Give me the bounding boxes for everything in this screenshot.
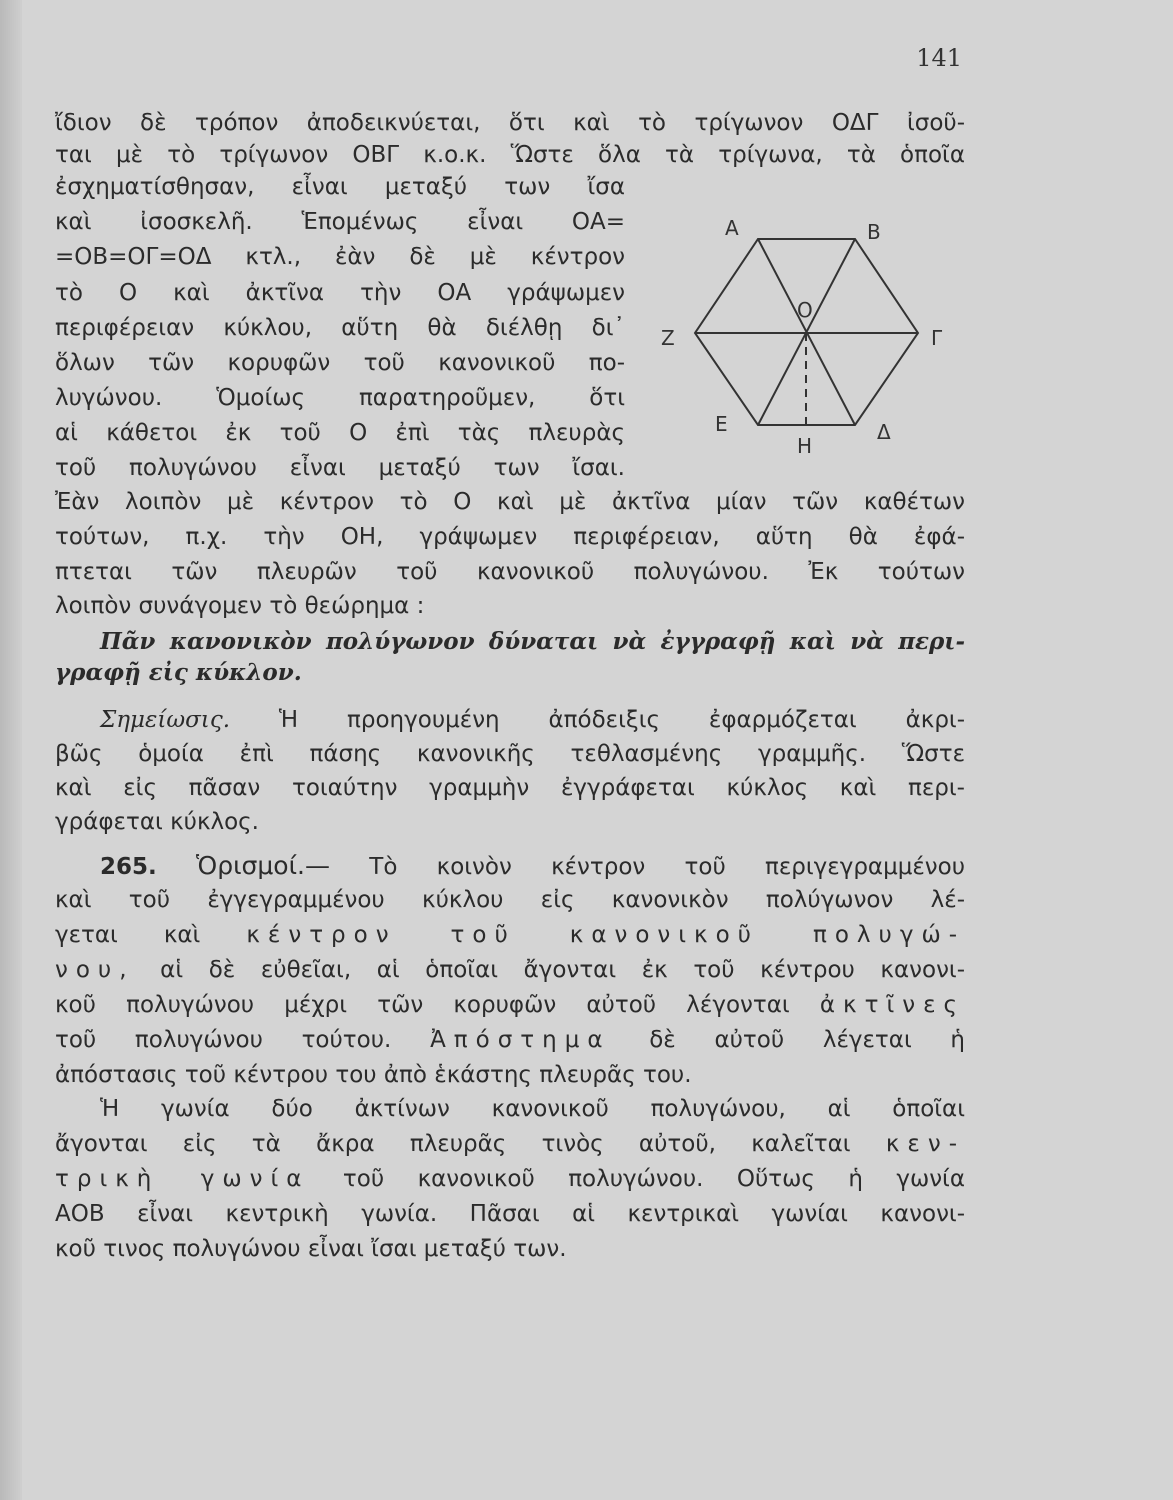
text-line: Ἡ γωνία δύο ἀκτίνων κανονικοῦ πολυγώνου, αἱ ὁποῖαι bbox=[100, 1096, 965, 1122]
text-line: τοῦ πολυγώνου τούτου. Ἀπόστημα δὲ αὐτοῦ λέγεται ἡ bbox=[55, 1027, 966, 1053]
label-A: Α bbox=[725, 216, 739, 240]
section-title: Ὁρισμοί.— bbox=[196, 851, 330, 880]
label-G: Γ bbox=[931, 326, 943, 350]
text-line: πτεται τῶν πλευρῶν τοῦ κανονικοῦ πολυγώνου. Ἐκ τούτων bbox=[55, 559, 965, 585]
term-central-angle: κεν- bbox=[885, 1131, 965, 1157]
label-B: Β bbox=[867, 220, 881, 244]
remark-label: Σημείωσις. bbox=[100, 707, 231, 733]
text-line: ὅλων τῶν κορυφῶν τοῦ κανονικοῦ πο- bbox=[55, 350, 625, 376]
text-line: τρικὴ γωνία τοῦ κανονικοῦ πολυγώνου. Οὕτως ἡ γωνία bbox=[55, 1166, 965, 1192]
term-center: κέντρον τοῦ κανονικοῦ πολυγώ- bbox=[246, 922, 966, 948]
term-central-angle: τρικὴ γωνία bbox=[55, 1166, 310, 1192]
text-line: ΑΟΒ εἶναι κεντρικὴ γωνία. Πᾶσαι αἱ κεντρικαὶ γωνίαι κανονι- bbox=[55, 1201, 965, 1227]
text-line: =ΟΒ=ΟΓ=ΟΔ κτλ., ἐὰν δὲ μὲ κέντρον bbox=[55, 244, 625, 270]
hexagon-figure bbox=[655, 205, 955, 460]
text-line: τοῦ πολυγώνου εἶναι μεταξύ των ἴσαι. bbox=[55, 455, 625, 481]
label-Z: Ζ bbox=[661, 326, 675, 350]
text-line: ἴδιον δὲ τρόπον ἀποδεικνύεται, ὅτι καὶ τὸ τρίγωνον ΟΔΓ ἰσοῦ- bbox=[55, 110, 965, 136]
text-line: τὸ Ο καὶ ἀκτῖνα τὴν ΟΑ γράψωμεν bbox=[55, 280, 625, 306]
text-line: κοῦ πολυγώνου μέχρι τῶν κορυφῶν αὐτοῦ λέγονται ἀκτῖνες bbox=[55, 992, 966, 1018]
section-heading-line: 265. Ὁρισμοί.— Τὸ κοινὸν κέντρον τοῦ περιγεγραμμένου bbox=[100, 851, 966, 880]
text-line: Ἐὰν λοιπὸν μὲ κέντρον τὸ Ο καὶ μὲ ἀκτῖνα μίαν τῶν καθέτων bbox=[55, 489, 965, 515]
text-line: νου, αἱ δὲ εὐθεῖαι, αἱ ὁποῖαι ἄγονται ἐκ τοῦ κέντρου κανονι- bbox=[55, 957, 966, 983]
text-line: γεται καὶ κέντρον τοῦ κανονικοῦ πολυγώ- bbox=[55, 922, 966, 948]
label-H: Η bbox=[797, 434, 813, 458]
text-line: κοῦ τινος πολυγώνου εἶναι ἴσαι μεταξύ των. bbox=[55, 1236, 567, 1262]
remark-first-line: Σημείωσις. Ἡ προηγουμένη ἀπόδειξις ἐφαρμόζεται ἀκρι- bbox=[100, 707, 965, 733]
text-line: ται μὲ τὸ τρίγωνον ΟΒΓ κ.ο.κ. Ὥστε ὅλα τὰ τρίγωνα, τὰ ὁποῖα bbox=[55, 142, 965, 168]
label-E: Ε bbox=[715, 412, 728, 436]
page-binding-edge bbox=[0, 0, 22, 1500]
text-line: καὶ τοῦ ἐγγεγραμμένου κύκλου εἰς κανονικὸν πολύγωνον λέ- bbox=[55, 887, 965, 913]
text-line: γράφεται κύκλος. bbox=[55, 809, 259, 835]
text-line: ἐσχηματίσθησαν, εἶναι μεταξύ των ἴσα bbox=[55, 174, 625, 200]
theorem-line: γραφῇ εἰς κύκλον. bbox=[55, 659, 302, 686]
term-radii: ἀκτῖνες bbox=[819, 992, 966, 1018]
label-D: Δ bbox=[877, 420, 891, 444]
text-line: ἀπόστασις τοῦ κέντρου του ἀπὸ ἑκάστης πλευρᾶς του. bbox=[55, 1062, 692, 1088]
label-O: Ο bbox=[797, 298, 813, 322]
text-line: αἱ κάθετοι ἐκ τοῦ Ο ἐπὶ τὰς πλευρὰς bbox=[55, 420, 625, 446]
theorem-line: Πᾶν κανονικὸν πολύγωνον δύναται νὰ ἐγγραφῇ καὶ νὰ περι- bbox=[100, 628, 965, 655]
text-line: λοιπὸν συνάγομεν τὸ θεώρημα : bbox=[55, 593, 425, 619]
section-number: 265. bbox=[100, 854, 157, 880]
text-line: λυγώνου. Ὁμοίως παρατηροῦμεν, ὅτι bbox=[55, 385, 625, 411]
text-line: τούτων, π.χ. τὴν ΟΗ, γράψωμεν περιφέρειαν, αὕτη θὰ ἐφά- bbox=[55, 524, 965, 550]
text-line: ἄγονται εἰς τὰ ἄκρα πλευρᾶς τινὸς αὐτοῦ, καλεῖται κεν- bbox=[55, 1131, 965, 1157]
term-apothem: Ἀπόστημα bbox=[430, 1027, 611, 1053]
page-number: 141 bbox=[916, 44, 962, 72]
text-line: καὶ εἰς πᾶσαν τοιαύτην γραμμὴν ἐγγράφεται κύκλος καὶ περι- bbox=[55, 775, 965, 801]
text-line: περιφέρειαν κύκλου, αὕτη θὰ διέλθῃ δι᾽ bbox=[55, 315, 625, 341]
text-line: καὶ ἰσοσκελῆ. Ἑπομένως εἶναι ΟΑ= bbox=[55, 209, 625, 235]
text-line: βῶς ὁμοία ἐπὶ πάσης κανονικῆς τεθλασμένης γραμμῆς. Ὥστε bbox=[55, 741, 965, 767]
